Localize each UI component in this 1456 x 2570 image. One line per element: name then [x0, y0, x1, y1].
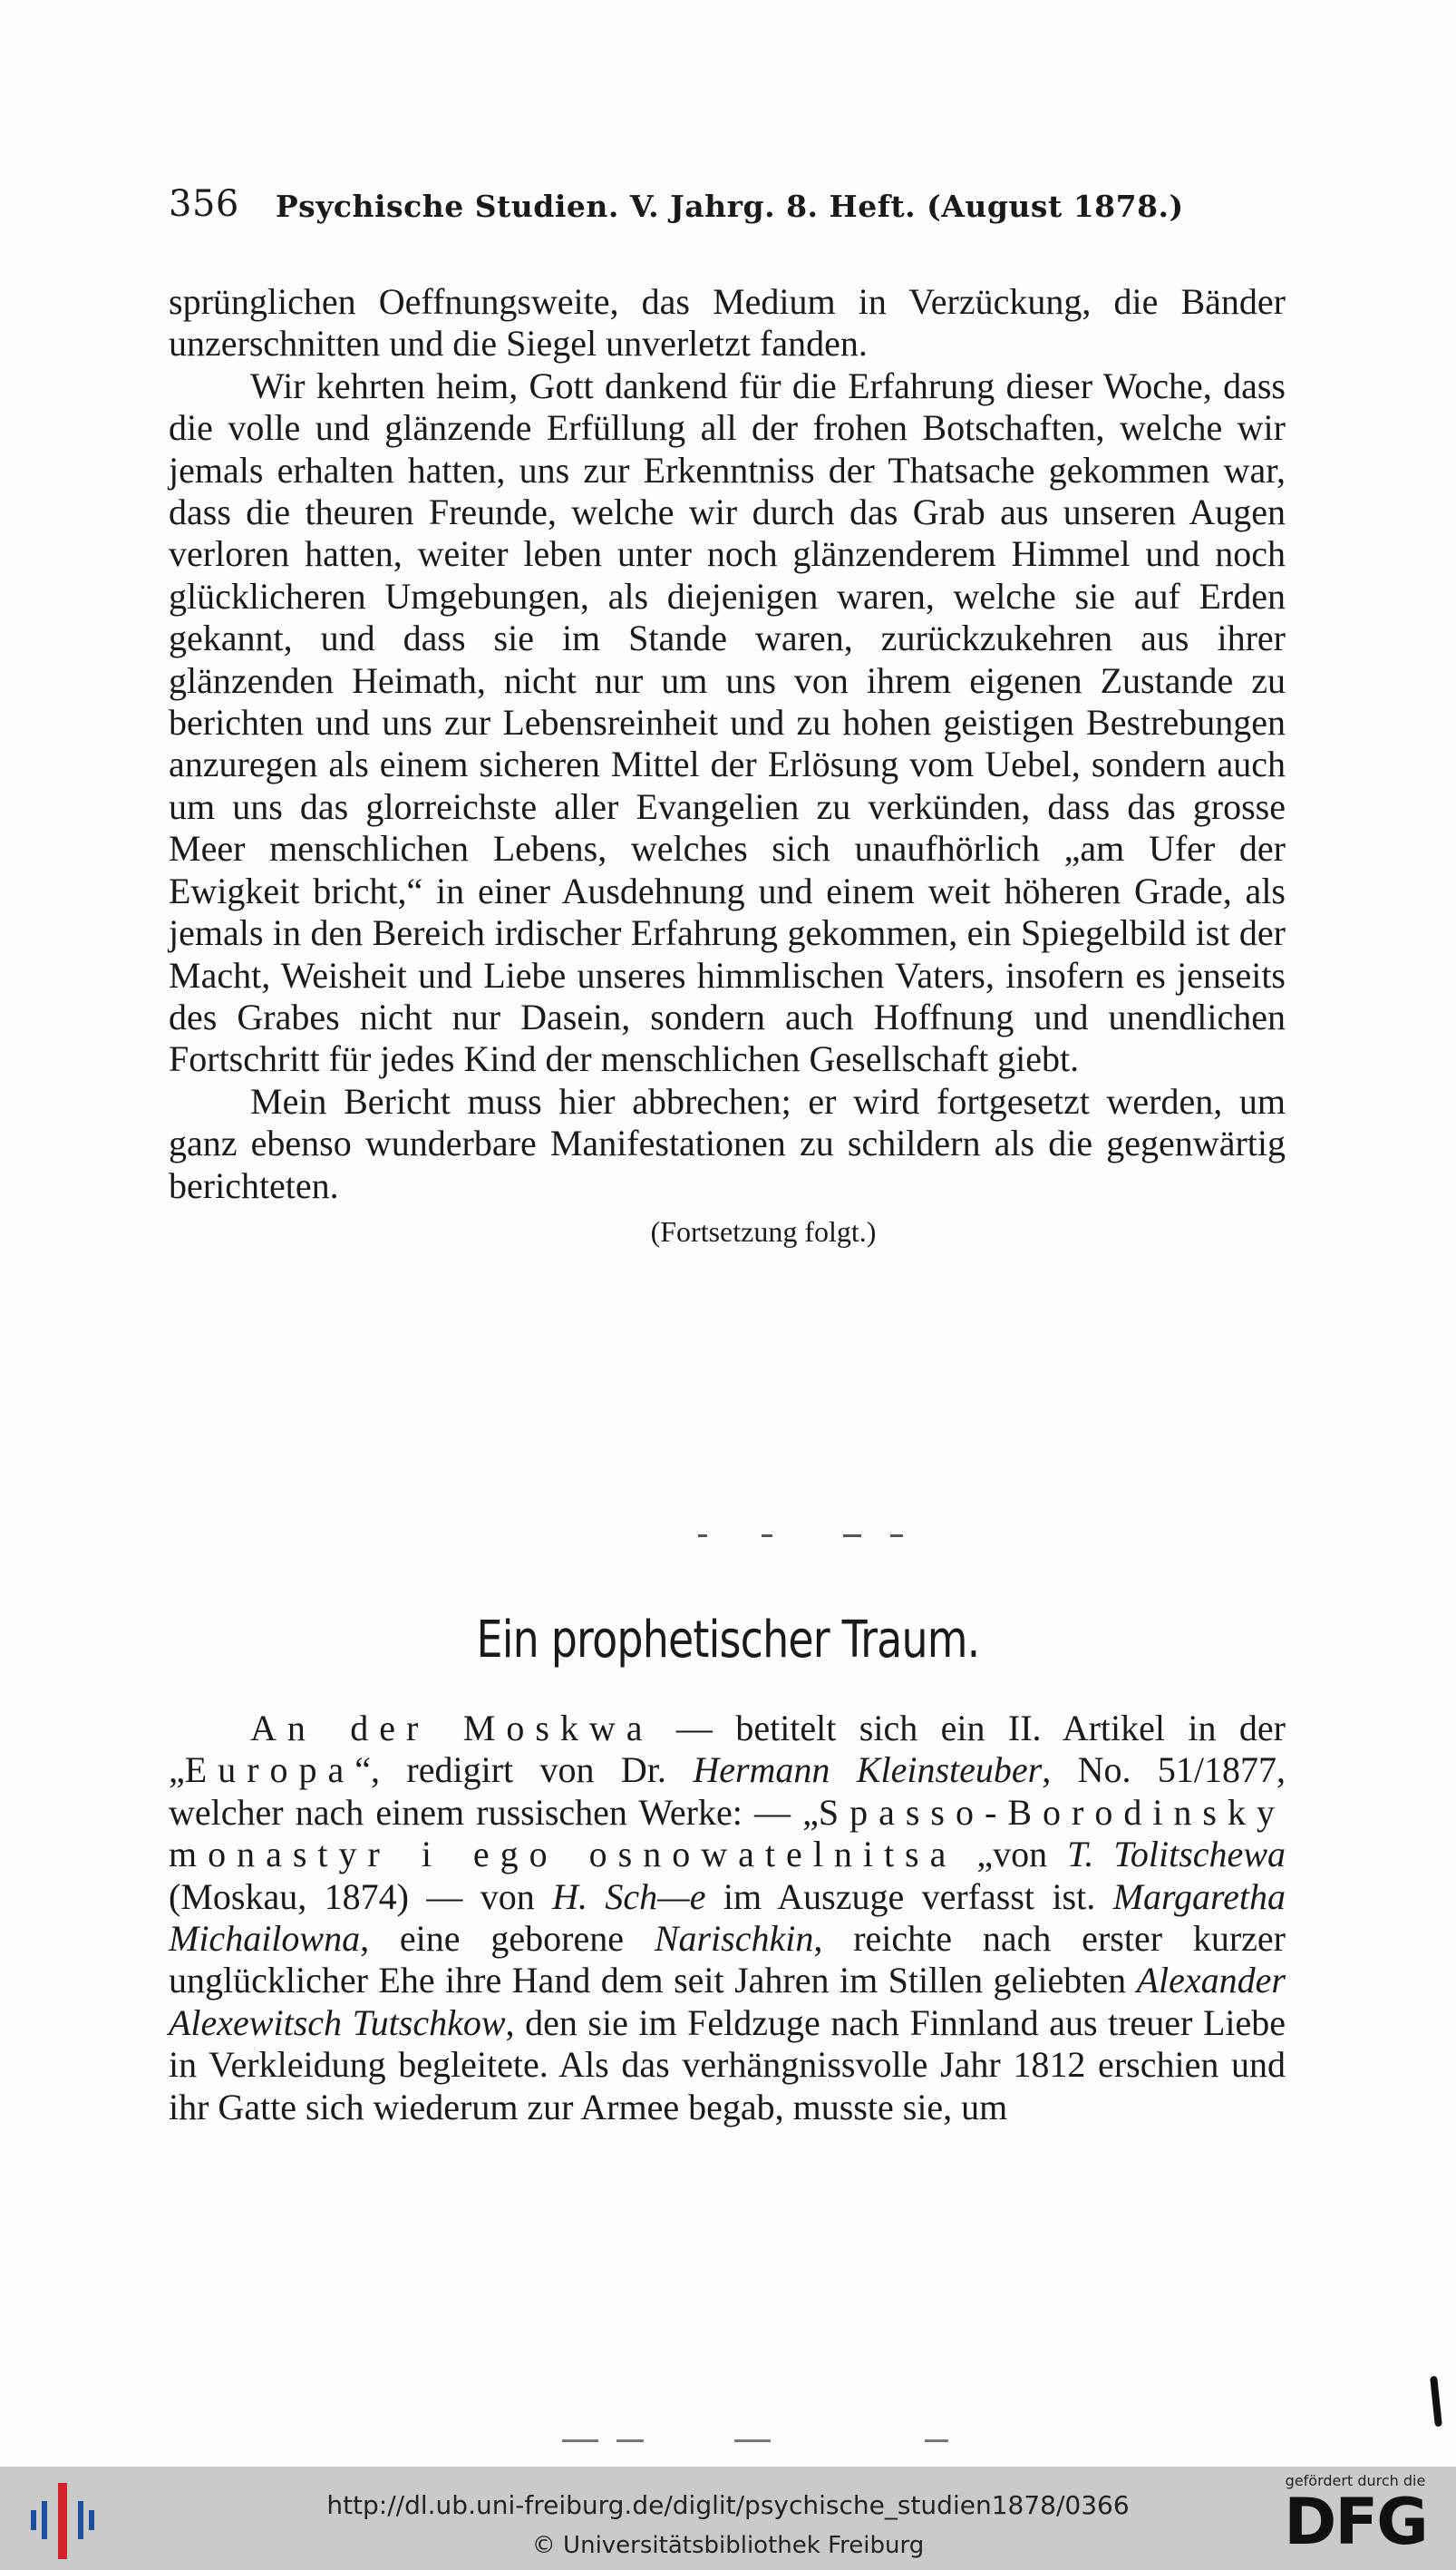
paragraph: sprünglichen Oeffnungsweite, das Medium in Verzückung, die Bänder unzerschnitten und die Siegel unverletzt fanden. [169, 281, 1286, 365]
italic-name: Margaretha Michailowna [169, 1875, 1286, 1960]
spaced-text: Spasso-Borodinsky monastyr i ego osnowatelnitsa [169, 1791, 1286, 1875]
page-number: 356 [169, 183, 239, 225]
paragraph: An der Moskwa — betitelt sich ein II. Artikel in der „Europa“, redigirt von Dr. Hermann Kleinsteuber, No. 51/1877, welcher nach einem russischen Werke: — „Spasso-Borodinsky monastyr i ego osnowatelnitsa „von T. Tolitschewa (Moskau, 1874) — von H. Sch—e im Auszuge verfasst ist. Margaretha Michailowna, eine geborene Narischkin, reichte nach erster kurzer unglücklicher Ehe ihre Hand dem seit Jahren im Stillen geliebten Alexander Alexewitsch Tutschkow, den sie im Feldzuge nach Finnland aus treuer Liebe in Verkleidung begleitete. Als das verhängnissvolle Jahr 1812 erschien und ihr Gatte sich wiederum zur Armee begab, musste sie, um [169, 1708, 1286, 2127]
running-header [169, 183, 1284, 225]
section-separator [698, 1534, 916, 1540]
previous-article-ending [169, 281, 1286, 1252]
permalink-url[interactable]: http://dl.ub.uni-freiburg.de/diglit/psychische_studien1878/0366 [326, 2490, 1130, 2520]
italic-name: Alexander Alexewitsch Tutschkow [169, 1960, 1286, 2043]
italic-name: Hermann Kleinsteuber [693, 1749, 1043, 1791]
article-body [169, 1708, 1286, 2128]
running-title: Psychische Studien. V. Jahrg. 8. Heft. (August 1878.) [275, 189, 1184, 224]
spaced-text: An der Moskwa [250, 1708, 654, 1748]
paragraph: Mein Bericht muss hier abbrechen; er wird fortgesetzt werden, um ganz ebenso wunderbare Manifestationen zu schildern als die gegenwärtig berichteten. [169, 1080, 1286, 1206]
funder-caption: gefördert durch die [1285, 2472, 1426, 2489]
continuation-note: (Fortsetzung folgt.) [650, 1214, 877, 1248]
italic-name: Narischkin [654, 1918, 814, 1960]
dfg-logo-text: DFG [1284, 2485, 1427, 2559]
article-title: Ein prophetischer Traum. [476, 1611, 980, 1670]
viewer-footer-bar [0, 2467, 1456, 2570]
italic-name: T. Tolitschewa [1067, 1834, 1286, 1875]
italic-name: H. Sch—e [552, 1875, 706, 1917]
scan-edge-mark [1430, 2376, 1442, 2428]
paragraph: Wir kehrten heim, Gott dankend für die Erfahrung dieser Woche, dass die volle und glänzende Erfüllung all der frohen Botschaften, welche wir jemals erhalten hatten, uns zur Erkenntniss der Thatsache gekommen war, dass die theuren Freunde, welche wir durch das Grab aus unseren Augen verloren hatten, weiter leben unter noch glänzenderem Himmel und noch glücklicheren Umgebungen, als diejenigen waren, welche sie auf Erden gekannt, und dass sie im Stande waren, zurückzukehren aus ihrer glänzenden Heimath, nicht nur um uns von ihrem eigenen Zustande zu berichten und uns zur Lebensreinheit und zu hohen geistigen Bestrebungen anzuregen als einem sicheren Mittel der Erlösung vom Uebel, sondern auch um uns das glorreichste aller Evangelien zu verkünden, dass das grosse Meer menschlichen Lebens, welches sich unaufhörlich „am Ufer der Ewigkeit bricht,“ in einer Ausdehnung und einem weit höheren Grade, als jemals in den Bereich irdischer Erfahrung gekommen, ein Spiegelbild ist der Macht, Weisheit und Liebe unseres himmlischen Vaters, insofern es jenseits des Grabes nicht nur Dasein, sondern auch Hoffnung und unendlichen Fortschritt für jedes Kind der menschlichen Gesellschaft giebt. [169, 365, 1286, 1080]
spaced-text: Europa [184, 1749, 355, 1791]
dfg-logo [1269, 2472, 1441, 2566]
copyright-notice: © Universitätsbibliothek Freiburg [531, 2532, 925, 2559]
bottom-scan-marks [553, 2439, 1006, 2443]
